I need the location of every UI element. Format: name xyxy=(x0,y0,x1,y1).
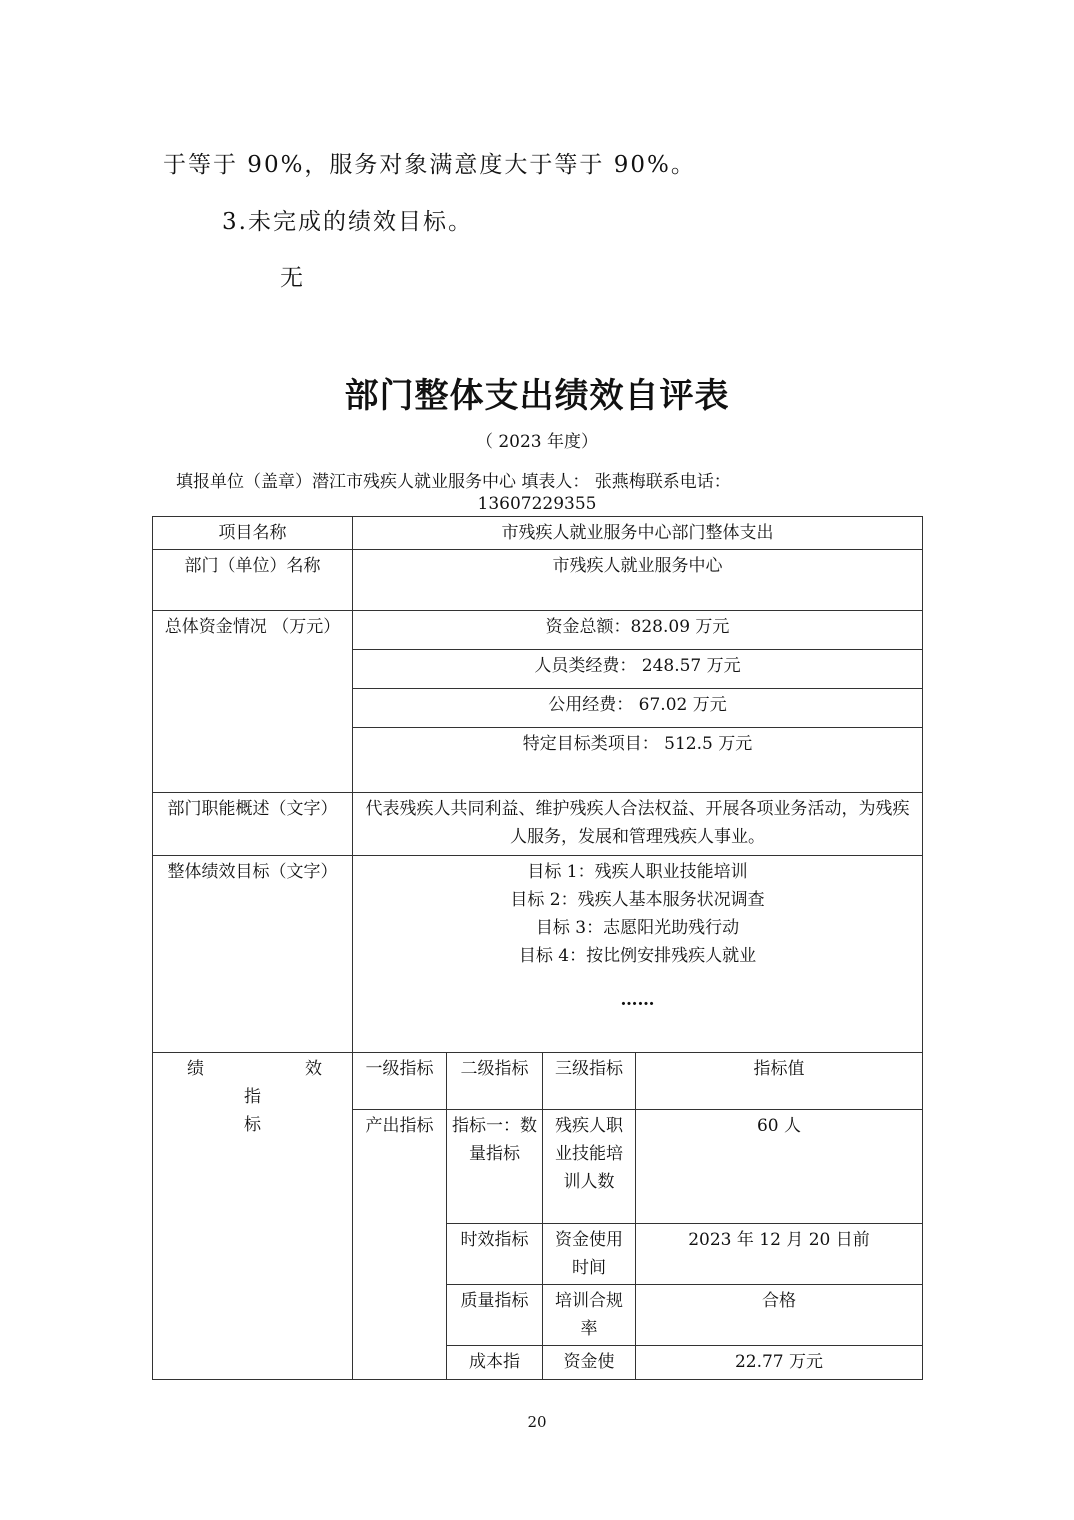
funds-special: 特定目标类项目： 512.5 万元 xyxy=(353,728,923,793)
perf-char: 指 xyxy=(244,1087,261,1107)
funds-public: 公用经费： 67.02 万元 xyxy=(353,689,923,728)
row-value: 22.77 万元 xyxy=(636,1346,923,1380)
perf-label xyxy=(153,1053,353,1380)
goal-item: 目标 4：按比例安排残疾人就业 xyxy=(518,946,757,966)
row-level3: 资金使 xyxy=(543,1346,636,1380)
row-level2: 质量指标 xyxy=(447,1285,543,1346)
row-level2: 时效指标 xyxy=(447,1224,543,1285)
form-title: 部门整体支出绩效自评表 xyxy=(344,376,730,416)
body-line-2: 3.未完成的绩效目标。 xyxy=(222,209,473,235)
row-level2: 成本指 xyxy=(447,1346,543,1380)
perf-char: 标 xyxy=(244,1115,261,1135)
goal-item: 目标 3：志愿阳光助残行动 xyxy=(535,918,740,938)
evaluation-table xyxy=(152,516,923,1380)
filler-phone: 13607229355 xyxy=(477,494,597,514)
table-row xyxy=(153,550,923,611)
goals-ellipsis: …… xyxy=(620,990,655,1010)
row-value: 60 人 xyxy=(636,1110,923,1224)
row-level2: 指标一：数量指标 xyxy=(447,1110,543,1224)
goals-label: 整体绩效目标（文字） xyxy=(153,856,353,1053)
funds-personnel: 人员类经费： 248.57 万元 xyxy=(353,650,923,689)
dept-name-label: 部门（单位）名称 xyxy=(153,550,353,611)
table-row xyxy=(153,1053,923,1110)
header-level1: 一级指标 xyxy=(353,1053,447,1110)
goal-item: 目标 1：残疾人职业技能培训 xyxy=(527,862,748,882)
row-level3: 残疾人职业技能培训人数 xyxy=(543,1110,636,1224)
perf-label-top xyxy=(161,1055,344,1083)
funds-total: 资金总额：828.09 万元 xyxy=(353,611,923,650)
output-label: 产出指标 xyxy=(353,1110,447,1380)
row-level3: 培训合规率 xyxy=(543,1285,636,1346)
row-value: 2023 年 12 月 20 日前 xyxy=(636,1224,923,1285)
header-level3: 三级指标 xyxy=(543,1053,636,1110)
perf-char: 绩 xyxy=(187,1059,204,1079)
body-line-3: 无 xyxy=(280,265,305,291)
body-line-1: 于等于 90%，服务对象满意度大于等于 90%。 xyxy=(163,152,696,178)
project-name-value: 市残疾人就业服务中心部门整体支出 xyxy=(353,517,923,550)
table-row xyxy=(153,856,923,1053)
dept-name-value: 市残疾人就业服务中心 xyxy=(353,550,923,611)
page-number: 20 xyxy=(527,1413,547,1431)
goal-item: 目标 2：残疾人基本服务状况调查 xyxy=(510,890,765,910)
goals-cell xyxy=(353,856,923,1053)
funds-label: 总体资金情况 （万元） xyxy=(153,611,353,793)
function-label: 部门职能概述（文字） xyxy=(153,793,353,856)
row-value: 合格 xyxy=(636,1285,923,1346)
header-level2: 二级指标 xyxy=(447,1053,543,1110)
project-name-label: 项目名称 xyxy=(153,517,353,550)
perf-char: 效 xyxy=(305,1059,322,1079)
table-row xyxy=(153,793,923,856)
table-row xyxy=(153,611,923,650)
row-level3: 资金使用时间 xyxy=(543,1224,636,1285)
form-year: （ 2023 年度） xyxy=(475,432,599,452)
header-value: 指标值 xyxy=(636,1053,923,1110)
filler-info: 填报单位（盖章）潜江市残疾人就业服务中心 填表人： 张燕梅联系电话： xyxy=(176,472,731,492)
table-row xyxy=(153,517,923,550)
function-value: 代表残疾人共同利益、维护残疾人合法权益、开展各项业务活动，为残疾人服务，发展和管理残疾人事业。 xyxy=(353,793,923,856)
